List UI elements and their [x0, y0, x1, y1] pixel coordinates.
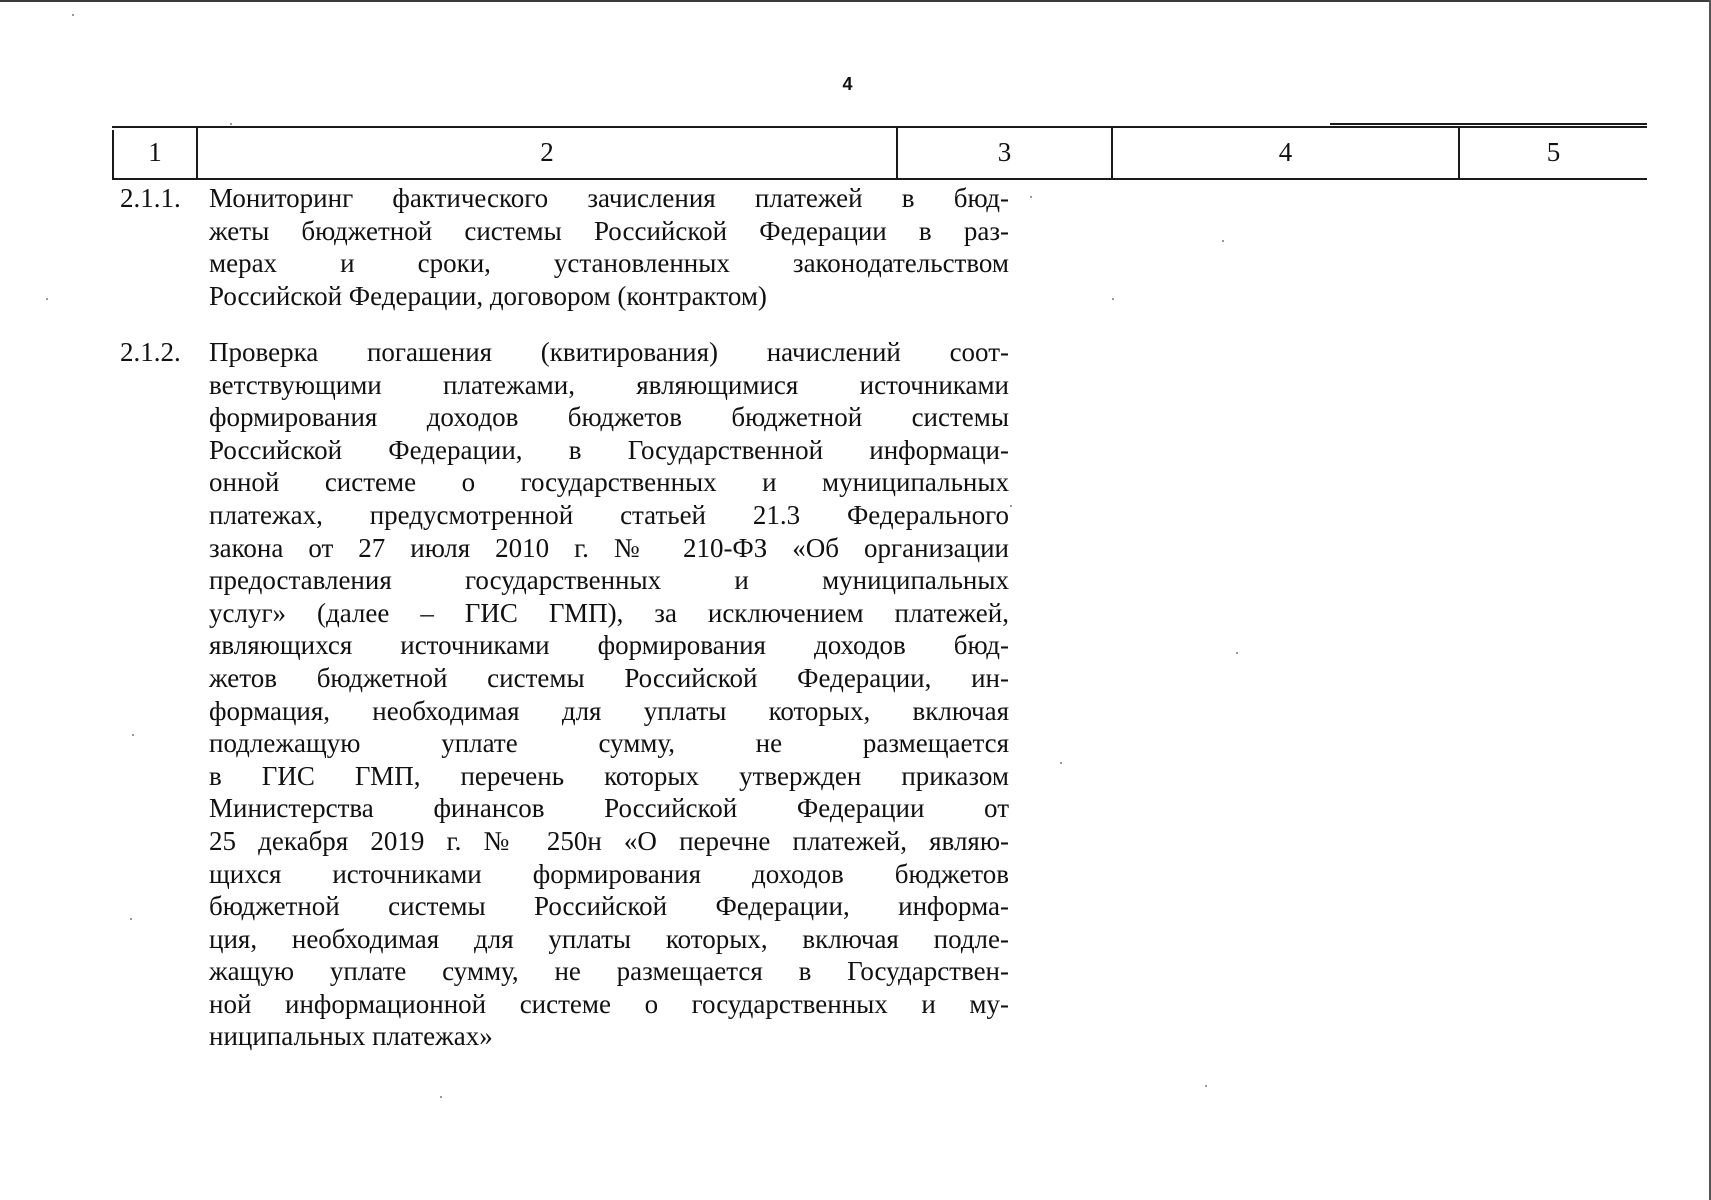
scan-speck — [1236, 652, 1238, 654]
text-line: подлежащую уплате сумму, не размещается — [209, 728, 1009, 759]
text-line: бюджетной системы Российской Федерации, информа- — [209, 891, 1009, 922]
scan-speck — [132, 734, 134, 736]
table-header-top-border-right — [1330, 123, 1647, 125]
text-line: предоставления государственных и муниципальных — [209, 565, 1009, 596]
text-line: жеты бюджетной системы Российской Федерации в раз- — [209, 215, 1009, 246]
text-line: Российской Федерации, договором (контрактом) — [209, 280, 767, 311]
column-header-4: 4 — [1278, 137, 1293, 167]
text-line: мерах и сроки, установленных законодательством — [209, 248, 1009, 279]
scan-speck — [1112, 298, 1114, 300]
text-line: услуг» (далее – ГИС ГМП), за исключением платежей, — [209, 597, 1009, 628]
scan-speck — [1030, 196, 1032, 198]
text-line: онной системе о государственных и муниципальных — [209, 467, 1009, 498]
row-description — [209, 182, 1009, 312]
text-line: являющихся источниками формирования доходов бюд- — [209, 630, 1009, 661]
column-header-5: 5 — [1546, 137, 1561, 167]
text-line: щихся источниками формирования доходов бюджетов — [209, 858, 1009, 889]
scan-speck — [230, 123, 232, 125]
text-line: ной информационной системе о государственных и му- — [209, 988, 1009, 1019]
scan-speck — [1060, 762, 1062, 764]
text-line: формация, необходимая для уплаты которых, включая — [209, 695, 1009, 726]
text-line: ветствующими платежами, являющимися источниками — [209, 369, 1009, 400]
text-line: Проверка погашения (квитирования) начислений соот- — [209, 337, 1009, 367]
table-header-top-border — [112, 126, 1647, 128]
row-description — [209, 336, 1009, 1053]
text-line: ниципальных платежах» — [209, 1021, 493, 1052]
text-line: Мониторинг фактического зачисления платежей в бюд- — [209, 183, 1009, 213]
scan-speck — [1010, 505, 1012, 507]
column-header-1: 1 — [148, 137, 162, 167]
table-header-bottom-border — [112, 178, 1647, 180]
text-line: формирования доходов бюджетов бюджетной системы — [209, 402, 1009, 433]
text-line: жетов бюджетной системы Российской Федерации, ин- — [209, 662, 1009, 693]
text-line: ция, необходимая для уплаты которых, включая подле- — [209, 923, 1009, 954]
text-line: закона от 27 июля 2010 г. № 210-ФЗ «Об организации — [209, 532, 1009, 563]
text-line: Министерства финансов Российской Федерации от — [209, 793, 1009, 824]
row-number: 2.1.1. — [120, 183, 181, 213]
column-header-2: 2 — [540, 137, 554, 167]
text-line: жащую уплате сумму, не размещается в Государствен- — [209, 956, 1009, 987]
scan-edge-top — [0, 0, 1711, 2]
scan-speck — [1205, 1085, 1207, 1087]
scan-speck — [440, 1096, 442, 1098]
page-number: 4 — [842, 74, 853, 94]
scan-speck — [1222, 240, 1224, 242]
row-number: 2.1.2. — [120, 337, 181, 367]
scan-speck — [46, 298, 48, 300]
scan-speck — [130, 918, 132, 920]
column-header-3: 3 — [997, 137, 1012, 167]
text-line: в ГИС ГМП, перечень которых утвержден приказом — [209, 760, 1009, 791]
scan-speck — [72, 14, 74, 16]
text-line: Российской Федерации, в Государственной информаци- — [209, 434, 1009, 465]
text-line: 25 декабря 2019 г. № 250н «О перечне платежей, являю- — [209, 825, 1009, 856]
text-line: платежах, предусмотренной статьей 21.3 Федерального — [209, 499, 1009, 530]
